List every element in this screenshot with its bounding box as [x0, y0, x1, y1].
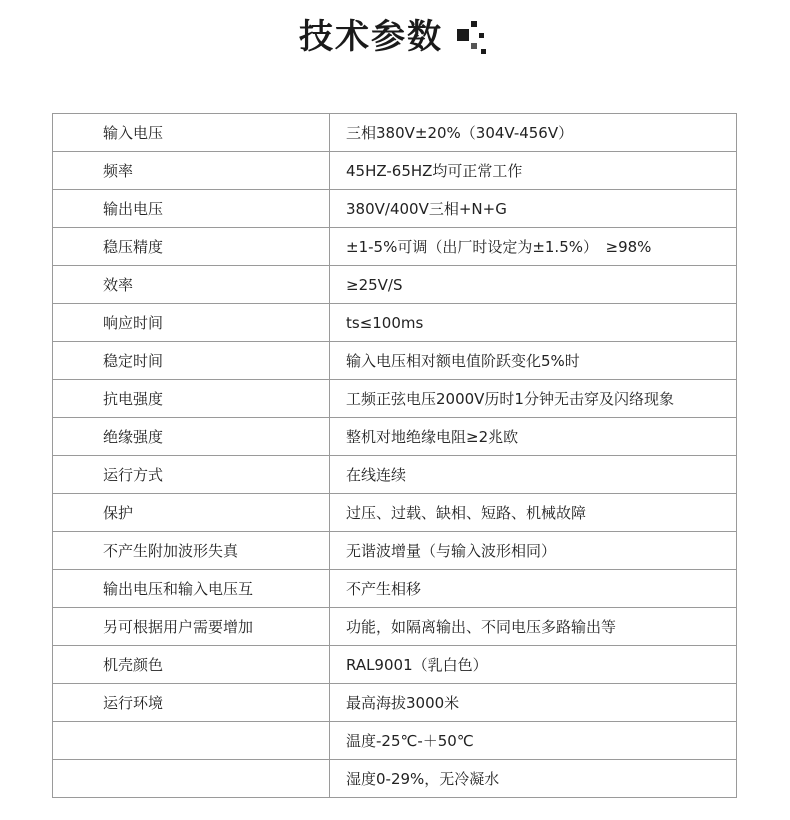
param-value-cell: ≥25V/S — [330, 266, 737, 304]
table-row — [53, 304, 737, 342]
title-bar — [0, 12, 790, 62]
param-name-cell: 机壳颜色 — [53, 646, 330, 684]
page-title: 技术参数 — [299, 17, 443, 57]
param-value-cell: 不产生相移 — [330, 570, 737, 608]
param-value-cell: 最高海拔3000米 — [330, 684, 737, 722]
table-row — [53, 190, 737, 228]
param-value-cell: 湿度0-29%，无冷凝水 — [330, 760, 737, 798]
table-row — [53, 608, 737, 646]
param-name-cell: 运行环境 — [53, 684, 330, 722]
table-row — [53, 760, 737, 798]
param-name-cell: 频率 — [53, 152, 330, 190]
param-name-cell: 抗电强度 — [53, 380, 330, 418]
param-name-cell: 稳定时间 — [53, 342, 330, 380]
param-name-cell: 运行方式 — [53, 456, 330, 494]
param-value-cell: 在线连续 — [330, 456, 737, 494]
param-name-cell: 保护 — [53, 494, 330, 532]
param-name-cell: 另可根据用户需要增加 — [53, 608, 330, 646]
table-row — [53, 114, 737, 152]
param-value-cell: 功能，如隔离输出、不同电压多路输出等 — [330, 608, 737, 646]
spec-table — [52, 113, 737, 798]
param-value-cell: ±1-5%可调（出厂时设定为±1.5%） ≥98% — [330, 228, 737, 266]
param-name-cell: 不产生附加波形失真 — [53, 532, 330, 570]
param-name-cell: 响应时间 — [53, 304, 330, 342]
param-name-cell: 效率 — [53, 266, 330, 304]
param-value-cell: 整机对地绝缘电阻≥2兆欧 — [330, 418, 737, 456]
table-row — [53, 456, 737, 494]
param-name-cell: 输入电压 — [53, 114, 330, 152]
param-value-cell: 工频正弦电压2000V历时1分钟无击穿及闪络现象 — [330, 380, 737, 418]
table-row — [53, 722, 737, 760]
param-value-cell: ts≤100ms — [330, 304, 737, 342]
param-name-cell — [53, 760, 330, 798]
param-name-cell: 绝缘强度 — [53, 418, 330, 456]
table-row — [53, 684, 737, 722]
param-value-cell: 无谐波增量（与输入波形相同） — [330, 532, 737, 570]
param-name-cell: 稳压精度 — [53, 228, 330, 266]
table-row — [53, 342, 737, 380]
table-row — [53, 266, 737, 304]
decorative-squares-icon — [455, 19, 491, 55]
table-row — [53, 494, 737, 532]
param-value-cell: 过压、过载、缺相、短路、机械故障 — [330, 494, 737, 532]
table-row — [53, 152, 737, 190]
param-value-cell: 温度-25℃-＋50℃ — [330, 722, 737, 760]
table-row — [53, 380, 737, 418]
param-value-cell: 45HZ-65HZ均可正常工作 — [330, 152, 737, 190]
table-row — [53, 532, 737, 570]
param-name-cell: 输出电压 — [53, 190, 330, 228]
param-value-cell: 380V/400V三相+N+G — [330, 190, 737, 228]
param-value-cell: 三相380V±20%（304V-456V） — [330, 114, 737, 152]
param-name-cell: 输出电压和输入电压互 — [53, 570, 330, 608]
param-name-cell — [53, 722, 330, 760]
table-row — [53, 646, 737, 684]
param-value-cell: 输入电压相对额电值阶跃变化5%时 — [330, 342, 737, 380]
table-row — [53, 418, 737, 456]
table-row — [53, 228, 737, 266]
param-value-cell: RAL9001（乳白色） — [330, 646, 737, 684]
table-row — [53, 570, 737, 608]
